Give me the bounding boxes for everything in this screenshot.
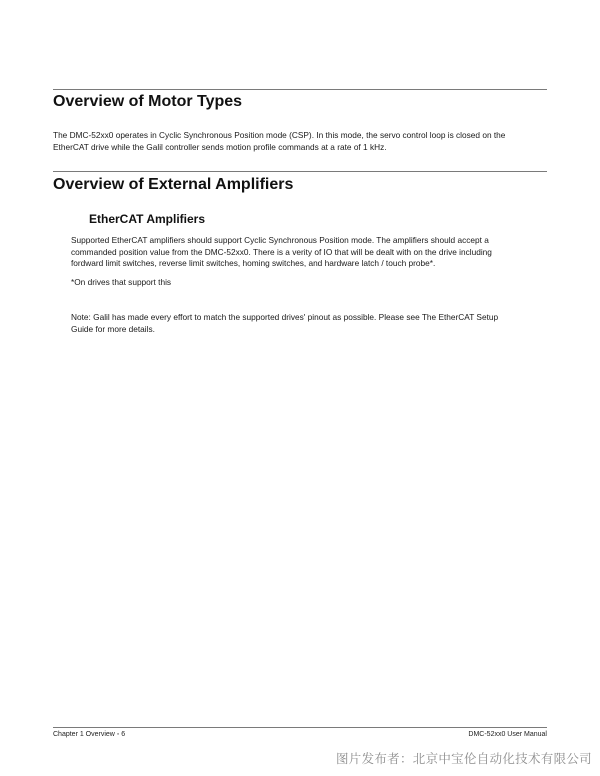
footnote-text: *On drives that support this <box>71 277 172 287</box>
heading-overview-motor-types: Overview of Motor Types <box>53 93 243 110</box>
footer-manual-title: DMC-52xx0 User Manual <box>468 731 547 738</box>
paragraph-line: The DMC-52xx0 operates in Cyclic Synchronous Position mode (CSP). In this mode, the servo control loop is closed on the <box>53 130 506 140</box>
heading-overview-external-amplifiers: Overview of External Amplifiers <box>53 176 294 193</box>
footer-chapter-page: Chapter 1 Overview ◦ 6 <box>53 731 126 738</box>
subheading-ethercat-amplifiers: EtherCAT Amplifiers <box>89 212 206 226</box>
paragraph-line: fordward limit switches, reverse limit switches, homing switches, and hardware latch / touch probe*. <box>71 258 436 268</box>
paragraph-line: commanded position value from the DMC-52xx0. There is a verity of IO that will be dealt with on the drive including <box>71 246 492 257</box>
paragraph-ethercat-support <box>71 235 492 270</box>
publisher-watermark: 图片发布者：北京中宝伦自动化技术有限公司 <box>335 751 592 766</box>
paragraph-line: Supported EtherCAT amplifiers should support Cyclic Synchronous Position mode. The amplifiers should accept a <box>71 235 489 245</box>
paragraph-galil-note <box>71 312 498 335</box>
section-divider-external-amplifiers <box>53 171 547 172</box>
paragraph-motor-types <box>53 130 505 153</box>
section-divider-motor-types <box>53 89 547 90</box>
paragraph-line: Guide for more details. <box>71 323 155 334</box>
footnote-drives-support <box>71 277 171 289</box>
footer-divider <box>53 727 547 728</box>
paragraph-line: Note: Galil has made every effort to match the supported drives' pinout as possible. Please see The EtherCAT Setup <box>71 312 499 322</box>
paragraph-line: EtherCAT drive while the Galil controller sends motion profile commands at a rate of 1 kHz. <box>53 141 387 152</box>
